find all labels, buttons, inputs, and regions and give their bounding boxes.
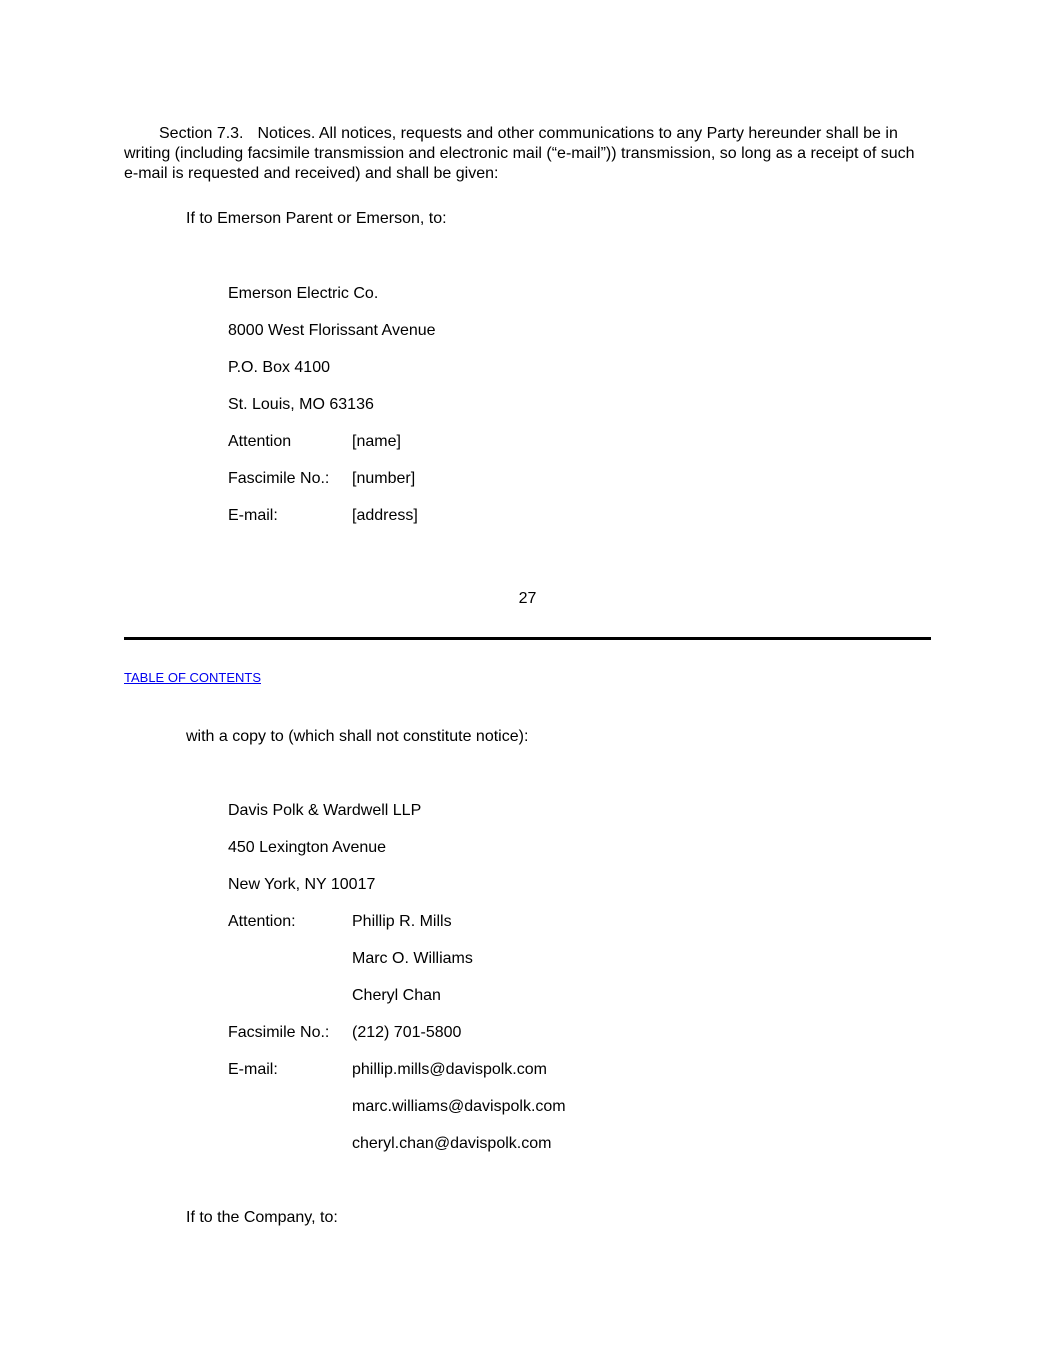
emerson-fax-value: [number]	[352, 470, 416, 487]
davis-email-value: phillip.mills@davispolk.com	[352, 1061, 547, 1078]
section-7-3-paragraph	[124, 124, 924, 184]
section-number: Section 7.3.	[159, 125, 244, 142]
davis-intro: with a copy to (which shall not constitute notice):	[186, 728, 529, 745]
davis-fax-value: (212) 701-5800	[352, 1024, 462, 1041]
davis-email-label: E-mail:	[228, 1061, 278, 1078]
emerson-fax-label: Fascimile No.:	[228, 470, 330, 487]
davis-address-line: New York, NY 10017	[228, 876, 376, 893]
davis-attention-name: Cheryl Chan	[352, 987, 441, 1004]
davis-address-line: 450 Lexington Avenue	[228, 839, 387, 856]
emerson-email-label: E-mail:	[228, 507, 278, 524]
section-body: All notices, requests and other communications to any Party hereunder shall be in writing (including facsimile transmission and electronic mail (“e-mail”)) transmission, so long as a receipt of such e-mail is requested and received) and shall be given:	[124, 125, 915, 182]
emerson-intro: If to Emerson Parent or Emerson, to:	[186, 210, 447, 227]
davis-email-value: marc.williams@davispolk.com	[352, 1098, 566, 1115]
davis-attention-name: Marc O. Williams	[352, 950, 473, 967]
page-number: 27	[518, 590, 537, 607]
emerson-attention-value: [name]	[352, 433, 401, 450]
emerson-address-line: P.O. Box 4100	[228, 359, 330, 376]
emerson-address-line: Emerson Electric Co.	[228, 285, 379, 302]
davis-email-value: cheryl.chan@davispolk.com	[352, 1135, 552, 1152]
emerson-address-line: St. Louis, MO 63136	[228, 396, 374, 413]
emerson-email-value: [address]	[352, 507, 418, 524]
davis-attention-label: Attention:	[228, 913, 296, 930]
davis-address-line: Davis Polk & Wardwell LLP	[228, 802, 422, 819]
davis-fax-label: Facsimile No.:	[228, 1024, 330, 1041]
section-heading: Notices.	[257, 125, 316, 142]
table-of-contents-link[interactable]: TABLE OF CONTENTS	[124, 670, 261, 685]
company-intro: If to the Company, to:	[186, 1209, 338, 1226]
davis-attention-name: Phillip R. Mills	[352, 913, 452, 930]
page-divider	[124, 637, 931, 640]
emerson-address-line: 8000 West Florissant Avenue	[228, 322, 436, 339]
emerson-attention-label: Attention	[228, 433, 292, 450]
